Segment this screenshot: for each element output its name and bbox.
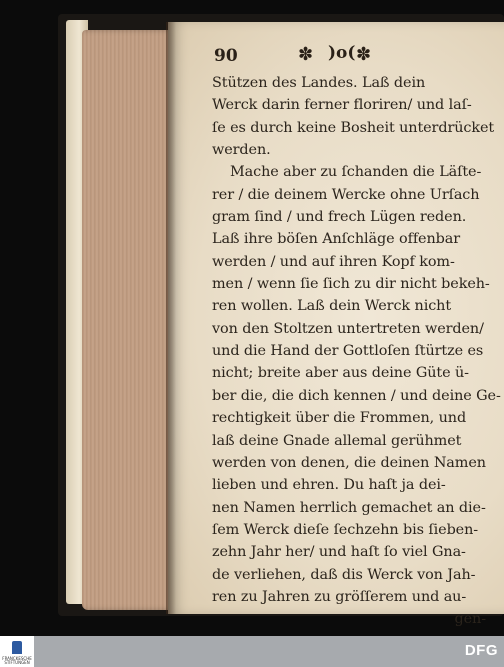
- page-body-text: [212, 72, 501, 631]
- text-line: Mache aber zu ſchanden die Läſte-: [230, 164, 482, 181]
- text-line: nen Namen herrlich gemachet an die-: [212, 499, 486, 516]
- text-line: werden.: [212, 142, 271, 159]
- ornament-divider: )o(: [328, 43, 356, 63]
- text-line: lieben und ehren. Du haſt ja dei-: [212, 477, 446, 494]
- book-page: [168, 22, 504, 628]
- text-line: Werck darin ferner floriren/ und laſ-: [212, 97, 472, 114]
- text-line: Laß ihre böſen Anſchläge offenbar: [212, 231, 460, 248]
- text-line: rer / die deinem Wercke ohne Urſach: [212, 186, 480, 203]
- text-line: gram ſind / und frech Lügen reden.: [212, 209, 467, 226]
- text-line: ſem Werck dieſe ſechzehn bis ſieben-: [212, 521, 479, 538]
- text-line: laß deine Gnade allemal gerühmet: [212, 432, 462, 449]
- page-number: 90: [214, 46, 238, 66]
- catchword: gen-: [454, 611, 486, 628]
- text-line: de verliehen, daß dis Werck von Jah-: [212, 566, 476, 583]
- text-line: nicht; breite aber aus deine Güte ü-: [212, 365, 469, 382]
- text-line: rechtigkeit über die Frommen, und: [212, 410, 467, 427]
- text-line: von den Stoltzen untertreten werden/: [212, 320, 484, 337]
- text-line: werden / und auf ihren Kopf kom-: [212, 253, 455, 270]
- viewer-footer: [0, 636, 504, 667]
- text-line: und die Hand der Gottloſen ſtürtze es: [212, 343, 484, 360]
- page-edges: [82, 30, 174, 610]
- text-line: zehn Jahr her/ und haſt ſo viel Gna-: [212, 544, 466, 561]
- text-line: werden von denen, die deinen Namen: [212, 454, 486, 471]
- text-line: ſe es durch keine Bosheit unterdrücket: [212, 119, 495, 136]
- dfg-logo[interactable]: DFG: [464, 642, 498, 659]
- text-line: ber die, die dich kennen / und deine Ge-: [212, 387, 501, 404]
- library-logo-text: FRANCKESCHE STIFTUNGEN: [2, 656, 32, 665]
- text-line: ren wollen. Laß dein Werck nicht: [212, 298, 452, 315]
- building-icon: [12, 641, 22, 654]
- flower-ornament-icon: ✽: [298, 44, 314, 65]
- page-gutter-shadow: [166, 22, 176, 614]
- flower-ornament-icon: ✽: [356, 44, 372, 65]
- text-line: men / wenn ſie ſich zu dir nicht bekeh-: [212, 276, 490, 293]
- page-header: [200, 44, 490, 68]
- library-logo[interactable]: [0, 636, 34, 667]
- text-line: ren zu Jahren zu gröſſerem und au-: [212, 588, 467, 605]
- text-line: Stützen des Landes. Laß dein: [212, 75, 426, 91]
